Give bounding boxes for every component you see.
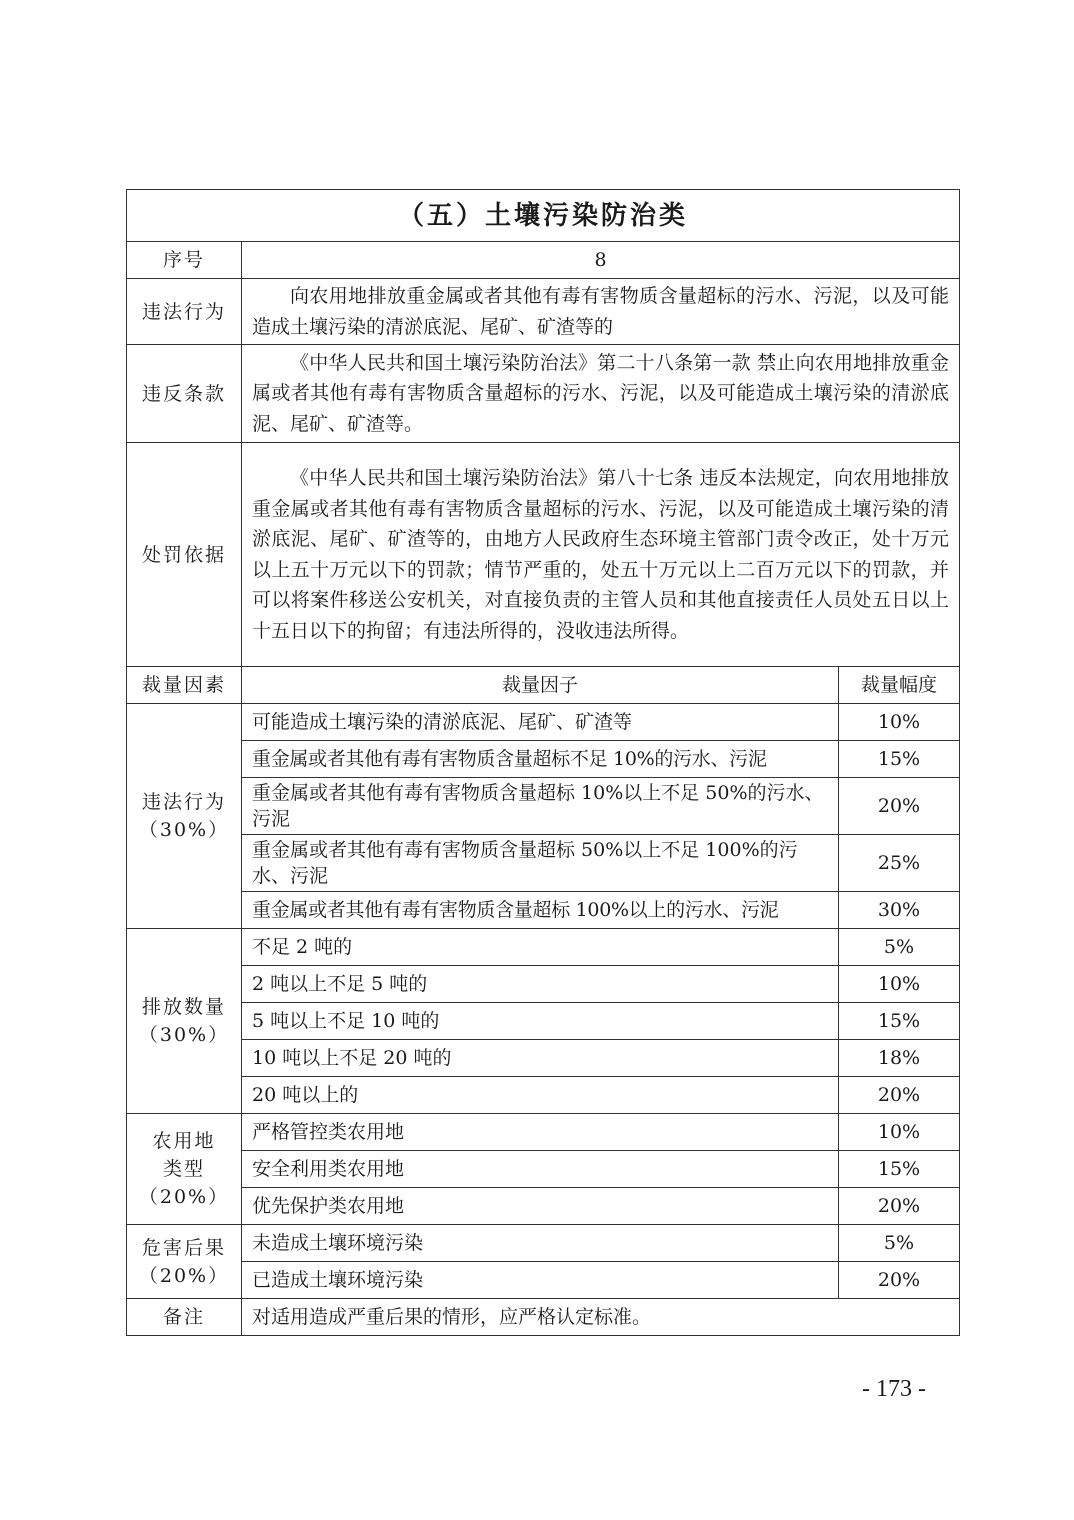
- criterion-cell: 不足 2 吨的: [242, 929, 839, 966]
- range-cell: 10%: [839, 966, 960, 1003]
- criterion-cell: 重金属或者其他有毒有害物质含量超标不足 10%的污水、污泥: [242, 741, 839, 778]
- factor-weight: （30%）: [138, 819, 230, 841]
- range-cell: 15%: [839, 1003, 960, 1040]
- discretion-standard-table: [126, 189, 960, 1336]
- table-row: [127, 929, 960, 966]
- table-row: [127, 1262, 960, 1299]
- penalty-text: 《中华人民共和国土壤污染防治法》第八十七条 违反本法规定，向农用地排放重金属或者其他有毒有害物质含量超标的污水、污泥，以及可能造成土壤污染的清淤底泥、尾矿、矿渣等的，由地方人民政府生态环境主管部门责令改正，处十万元以上五十万元以下的罚款；情节严重的，处五十万元以上二百万元以下的罚款，并可以将案件移送公安机关，对直接负责的主管人员和其他直接责任人员处五日以上十五日以下的拘留；有违法所得的，没收违法所得。: [242, 443, 960, 667]
- table-row: [127, 1040, 960, 1077]
- factor-name: 违法行为: [141, 791, 226, 813]
- table-row: [127, 741, 960, 778]
- criterion-cell: 安全利用类农用地: [242, 1151, 839, 1188]
- range-cell: 20%: [839, 1077, 960, 1114]
- table-row: [127, 1003, 960, 1040]
- criterion-cell: 2 吨以上不足 5 吨的: [242, 966, 839, 1003]
- serial-value: 8: [242, 242, 960, 279]
- range-cell: 15%: [839, 1151, 960, 1188]
- factor-name: 农用地: [152, 1130, 216, 1152]
- table-row: [127, 966, 960, 1003]
- criterion-cell: 可能造成土壤污染的清淤底泥、尾矿、矿渣等: [242, 704, 839, 741]
- range-cell: 10%: [839, 704, 960, 741]
- range-header: 裁量幅度: [839, 667, 960, 704]
- range-cell: 18%: [839, 1040, 960, 1077]
- penalty-row: [127, 443, 960, 667]
- factor-weight: （20%）: [138, 1186, 230, 1208]
- table-row: [127, 835, 960, 892]
- serial-row: [127, 242, 960, 279]
- criterion-cell: 严格管控类农用地: [242, 1114, 839, 1151]
- penalty-label: 处罚依据: [127, 443, 242, 667]
- range-cell: 20%: [839, 1188, 960, 1225]
- range-cell: 20%: [839, 1262, 960, 1299]
- criterion-cell: 重金属或者其他有毒有害物质含量超标 50%以上不足 100%的污水、污泥: [242, 835, 839, 892]
- factor-header: 裁量因素: [127, 667, 242, 704]
- page-number: - 173 -: [862, 1376, 926, 1402]
- factor-name: 排放数量: [141, 996, 226, 1018]
- factor-name-cont: 类型: [162, 1158, 205, 1180]
- clause-row: [127, 345, 960, 443]
- header-row: [127, 667, 960, 704]
- criterion-cell: 未造成土壤环境污染: [242, 1225, 839, 1262]
- table-row: [127, 1225, 960, 1262]
- remark-text: 对适用造成严重后果的情形，应严格认定标准。: [242, 1299, 960, 1336]
- table-row: [127, 1188, 960, 1225]
- range-cell: 5%: [839, 1225, 960, 1262]
- factor-name: 危害后果: [141, 1236, 226, 1259]
- table-row: [127, 1151, 960, 1188]
- table-row: [127, 1077, 960, 1114]
- criterion-cell: 优先保护类农用地: [242, 1188, 839, 1225]
- factor-group-consequence: [127, 1225, 242, 1299]
- table-row: [127, 778, 960, 835]
- range-cell: 5%: [839, 929, 960, 966]
- factor-weight: （30%）: [138, 1024, 230, 1046]
- range-cell: 25%: [839, 835, 960, 892]
- range-cell: 15%: [839, 741, 960, 778]
- factor-group-behavior: [127, 704, 242, 929]
- criterion-header: 裁量因子: [242, 667, 839, 704]
- clause-text: 《中华人民共和国土壤污染防治法》第二十八条第一款 禁止向农用地排放重金属或者其他有毒有害物质含量超标的污水、污泥，以及可能造成土壤污染的清淤底泥、尾矿、矿渣等。: [242, 345, 960, 443]
- range-cell: 30%: [839, 892, 960, 929]
- remark-row: [127, 1299, 960, 1336]
- behavior-label: 违法行为: [127, 279, 242, 345]
- behavior-text: 向农用地排放重金属或者其他有毒有害物质含量超标的污水、污泥，以及可能造成土壤污染的清淤底泥、尾矿、矿渣等的: [242, 279, 960, 345]
- serial-label: 序号: [127, 242, 242, 279]
- section-title: （五）土壤污染防治类: [127, 190, 960, 242]
- criterion-cell: 5 吨以上不足 10 吨的: [242, 1003, 839, 1040]
- criterion-cell: 重金属或者其他有毒有害物质含量超标 100%以上的污水、污泥: [242, 892, 839, 929]
- factor-group-quantity: [127, 929, 242, 1114]
- criterion-cell: 重金属或者其他有毒有害物质含量超标 10%以上不足 50%的污水、污泥: [242, 778, 839, 835]
- factor-group-land-type: [127, 1114, 242, 1225]
- remark-label: 备注: [127, 1299, 242, 1336]
- range-cell: 10%: [839, 1114, 960, 1151]
- range-cell: 20%: [839, 778, 960, 835]
- criterion-cell: 20 吨以上的: [242, 1077, 839, 1114]
- factor-weight: （20%）: [138, 1264, 230, 1287]
- table-row: [127, 892, 960, 929]
- criterion-cell: 已造成土壤环境污染: [242, 1262, 839, 1299]
- criterion-cell: 10 吨以上不足 20 吨的: [242, 1040, 839, 1077]
- table-row: [127, 1114, 960, 1151]
- table-row: [127, 704, 960, 741]
- clause-label: 违反条款: [127, 345, 242, 443]
- behavior-row: [127, 279, 960, 345]
